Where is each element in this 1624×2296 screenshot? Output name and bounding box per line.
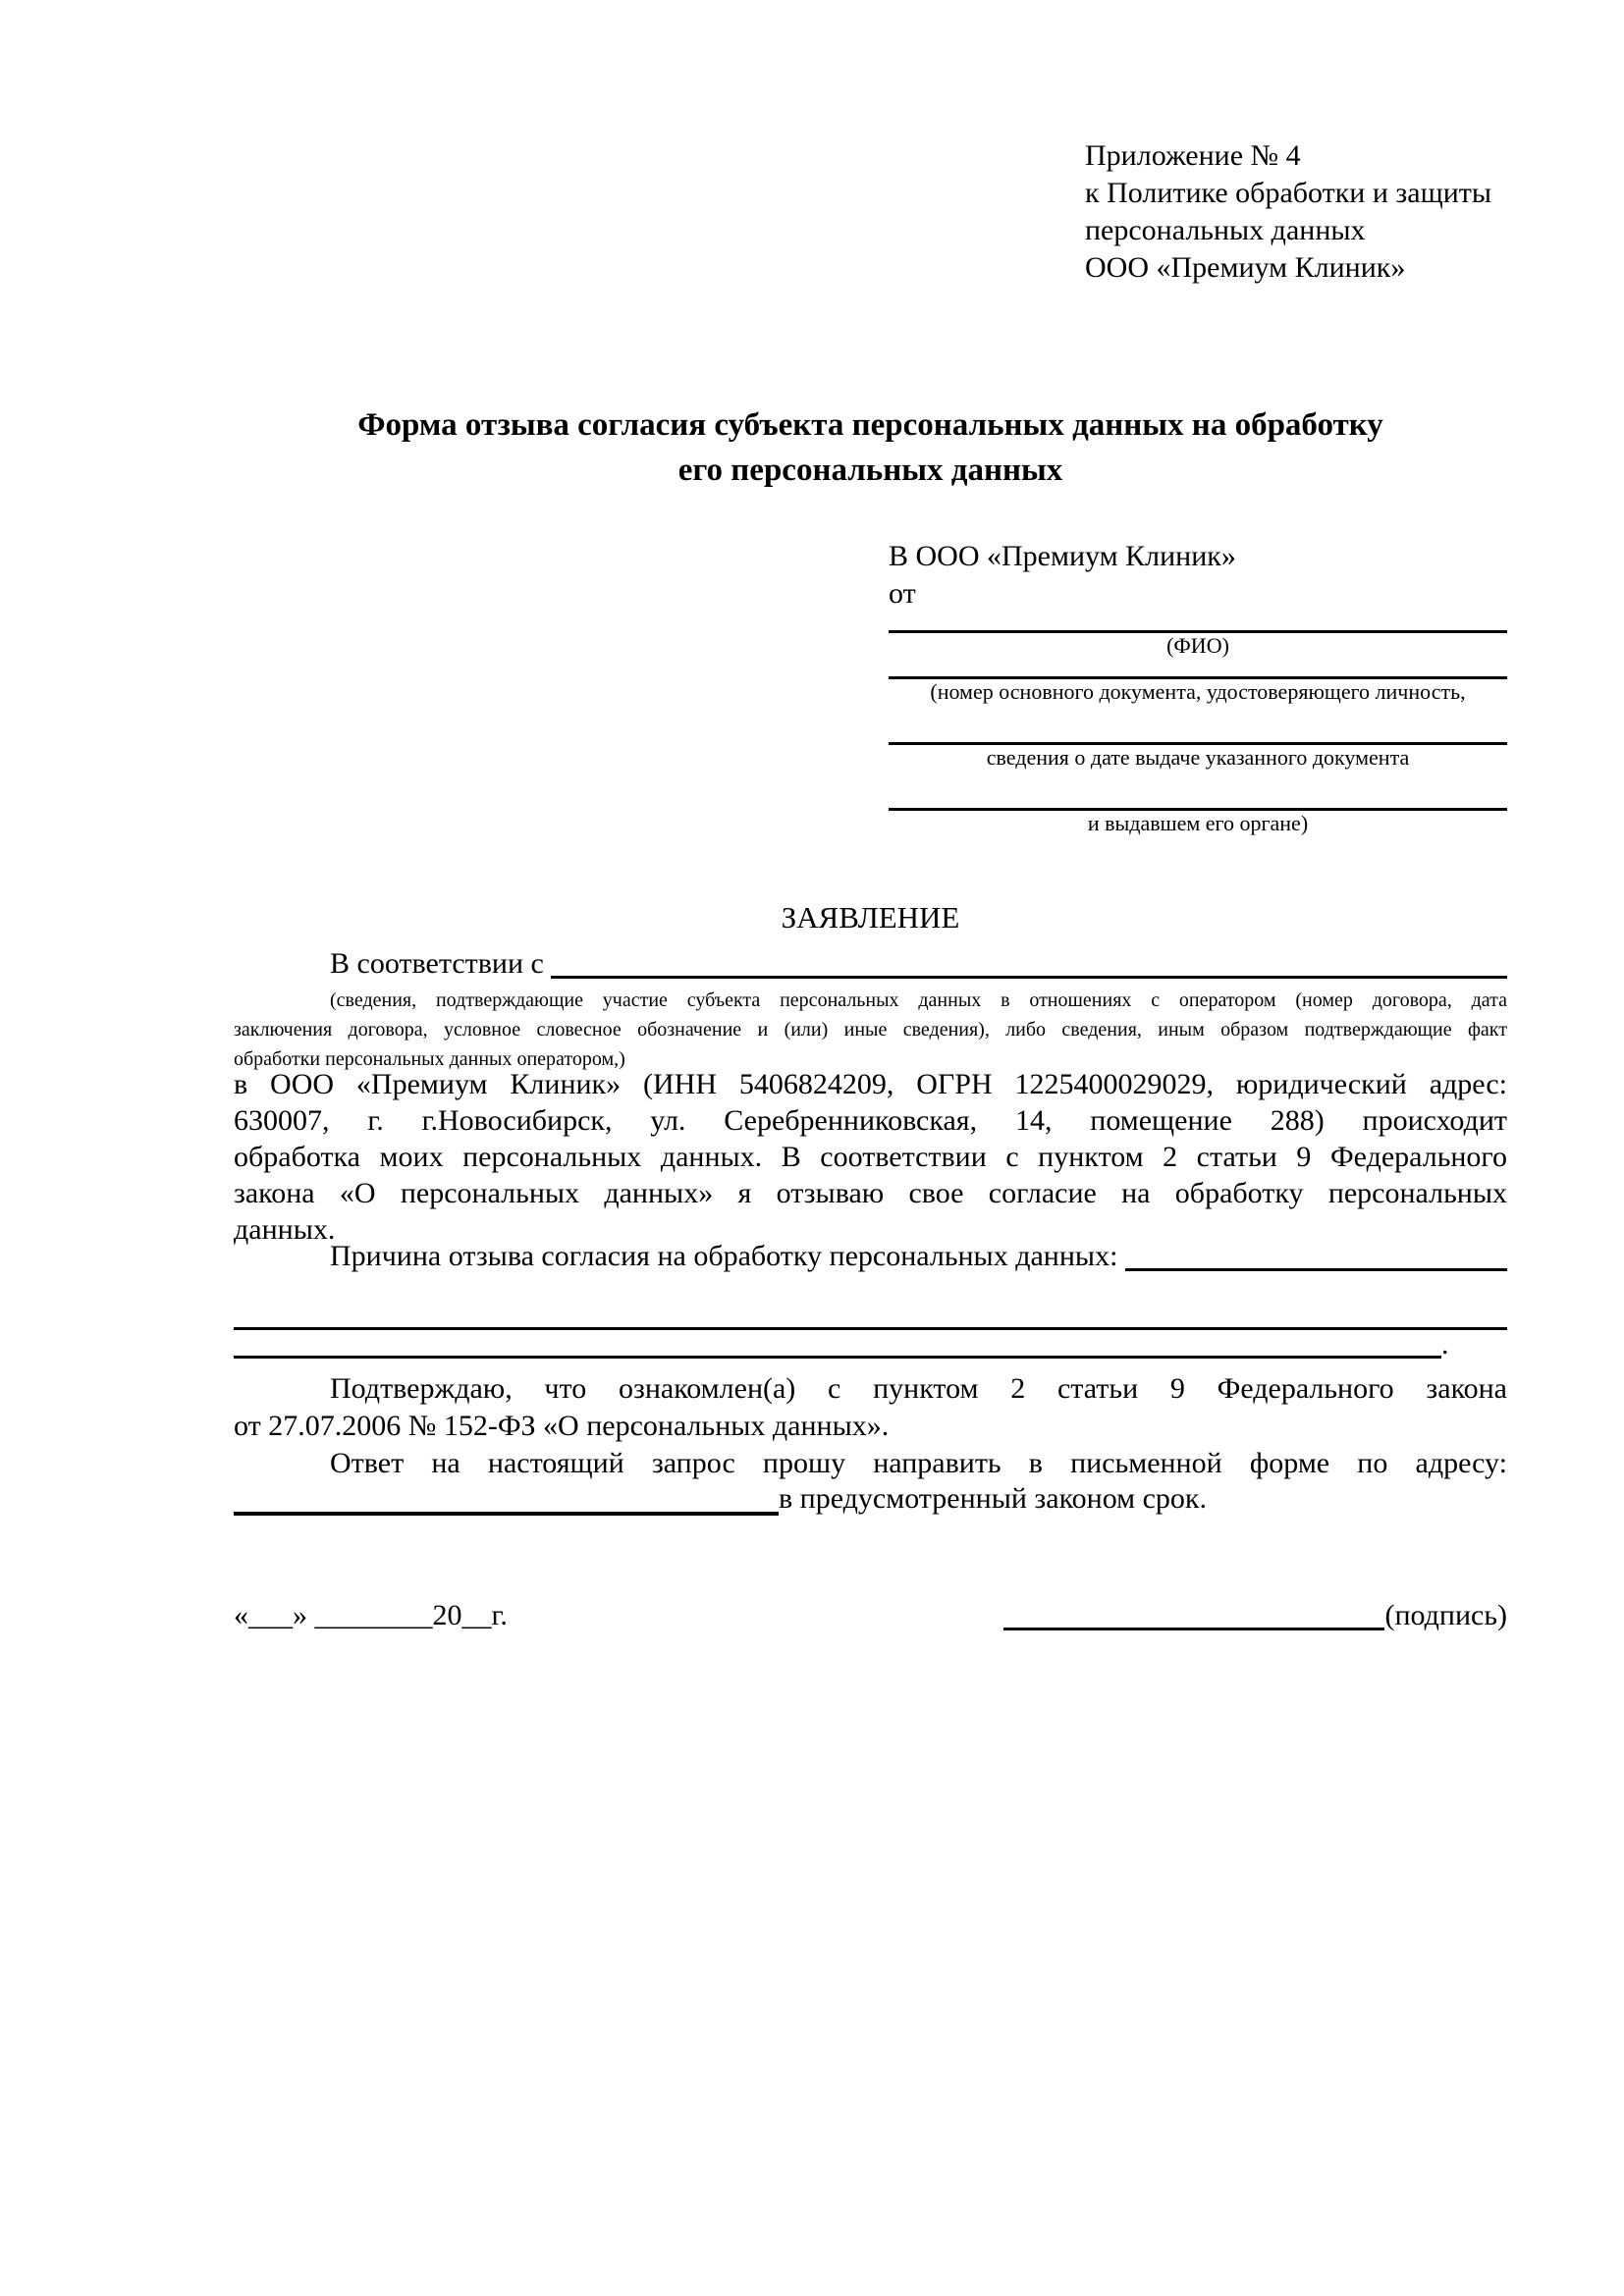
reason-continuation-line-1 xyxy=(234,1292,1507,1330)
basis-footnote xyxy=(234,986,1507,1074)
basis-footnote-line: обработки персональных данных оператором,) xyxy=(234,1048,625,1070)
fio-caption: (ФИО) xyxy=(1166,633,1229,658)
reply-line: Ответ на настоящий запрос прошу направить в письменной форме по адресу: xyxy=(330,1447,1507,1479)
document-number-caption: (номер основного документа, удостоверяющего личность, xyxy=(930,679,1466,704)
issue-date-caption: сведения о дате выдаче указанного документа xyxy=(986,745,1410,770)
reason-line xyxy=(234,1237,1507,1276)
statement-body-line: обработка моих персональных данных. В соответствии с пунктом 2 статьи 9 Федерального xyxy=(234,1141,1507,1173)
issue-date-blank-line xyxy=(889,705,1507,745)
basis-line xyxy=(234,944,1507,984)
reason-blank-line xyxy=(1125,1268,1507,1271)
reply-line-suffix: в предусмотренный законом срок. xyxy=(779,1482,1207,1515)
reason-continuation-line-2 xyxy=(234,1327,1507,1362)
appendix-header-line: к Политике обработки и защиты xyxy=(1085,177,1492,209)
reason-continuation-blank xyxy=(234,1356,1441,1359)
confirmation-paragraph xyxy=(234,1370,1507,1445)
appendix-header xyxy=(1085,137,1527,287)
signature-group xyxy=(1003,1596,1507,1635)
form-title xyxy=(234,402,1507,493)
statement-body-line: закона «О персональных данных» я отзываю свое согласие на обработку персональных xyxy=(234,1177,1507,1209)
statement-heading: ЗАЯВЛЕНИЕ xyxy=(781,900,960,934)
signature-blank-line xyxy=(1003,1628,1384,1630)
appendix-header-line: ООО «Премиум Клиник» xyxy=(1085,251,1406,284)
form-title-line: Форма отзыва согласия субъекта персональных данных на обработку xyxy=(357,407,1383,443)
appendix-header-line: персональных данных xyxy=(1085,214,1366,246)
basis-footnote-line: (сведения, подтверждающие участие субъекта персональных данных в отношениях с оператором (номер договора, дата xyxy=(330,989,1507,1011)
issuing-authority-blank-line xyxy=(889,771,1507,811)
date-blank: «___» ________20__г. xyxy=(234,1599,508,1631)
addressee-block xyxy=(889,538,1507,836)
basis-blank-line xyxy=(551,976,1507,979)
basis-footnote-line: заключения договора, условное словесное обозначение и (или) иные сведения), либо сведения, иным образом подтверждающие факт xyxy=(234,1019,1507,1041)
confirmation-line: Подтверждаю, что ознакомлен(а) с пунктом 2 статьи 9 Федерального закона xyxy=(330,1372,1507,1405)
signature-caption: (подпись) xyxy=(1384,1599,1507,1631)
reply-paragraph xyxy=(234,1445,1507,1518)
confirmation-line: от 27.07.2006 № 152-ФЗ «О персональных данных». xyxy=(234,1410,890,1442)
reason-label: Причина отзыва согласия на обработку персональных данных: xyxy=(330,1240,1125,1272)
date-signature-row xyxy=(234,1596,1507,1635)
addressee-to: В ООО «Премиум Клиник» xyxy=(889,540,1236,572)
statement-body-line: данных. xyxy=(234,1213,336,1246)
reason-period: . xyxy=(1441,1328,1449,1361)
basis-label: В соответствии с xyxy=(330,947,552,980)
addressee-from-label: от xyxy=(889,577,916,610)
issuing-authority-caption: и выдавшем его органе) xyxy=(1087,811,1309,835)
statement-body-line: в ООО «Премиум Клиник» (ИНН 5406824209, ОГРН 1225400029029, юридический адрес: xyxy=(234,1068,1507,1100)
form-title-line: его персональных данных xyxy=(677,453,1063,488)
address-blank-line xyxy=(234,1512,779,1516)
document-number-blank-line xyxy=(889,659,1507,679)
statement-body-line: 630007, г. г.Новосибирск, ул. Серебренниковская, 14, помещение 288) происходит xyxy=(234,1104,1507,1137)
fio-blank-line xyxy=(889,613,1507,633)
reply-address-line xyxy=(234,1482,1507,1518)
appendix-header-line: Приложение № 4 xyxy=(1085,139,1301,172)
statement-body xyxy=(234,1066,1507,1248)
